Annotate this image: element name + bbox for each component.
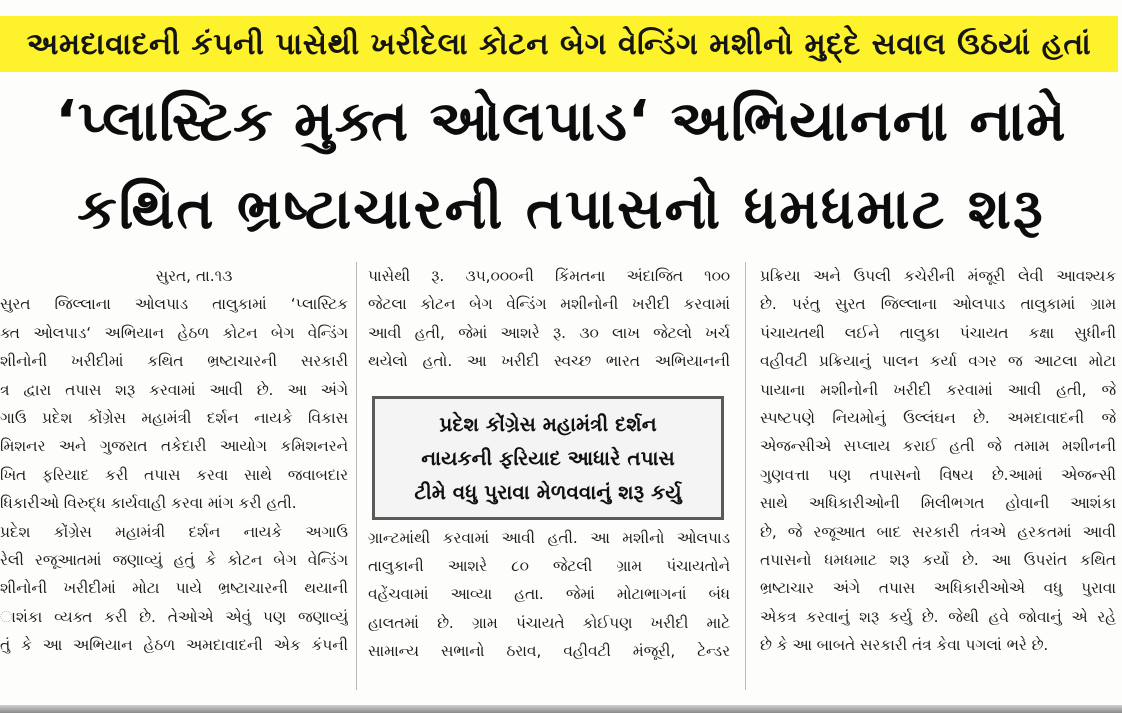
headline-line-1: ‘પ્લાસ્ટિક મુક્ત ઓલપાડ‘ અભિયાનના નામે <box>55 89 1067 154</box>
body-line: ક્ત ઓલપાડ‘ અભિયાન હેઠળ કોટન બેગ વેન્ડિંગ <box>0 323 348 342</box>
body-line: ગુણવત્તા પણ તપાસનો વિષય છે.આમાં એજન્સી <box>760 465 1116 484</box>
column-divider <box>356 262 357 690</box>
body-line: તાલુકાની આશરે ૮૦ જેટલી ગ્રામ પંચાયતોને <box>368 556 730 575</box>
body-line: છે કે આ બાબતે સરકારી તંત્ર કેવા પગલાં ભરે છે. <box>760 636 1049 655</box>
body-line: સામાન્ય સભાનો ઠરાવ, વહીવટી મંજૂરી, ટેન્ડર <box>368 642 730 661</box>
body-line: જેટલા કોટન બેગ વેન્ડિંગ મશીનોની ખરીદી કરવામાં <box>368 295 730 314</box>
kicker-banner: અમદાવાદની કંપની પાસેથી ખરીદેલા કોટન બેગ વેન્ડિંગ મશીનો મુદ્દે સવાલ ઉઠયાં હતાં <box>0 16 1118 72</box>
body-line: ખિત ફરિયાદ કરી તપાસ કરવા સાથે જવાબદાર <box>0 465 348 484</box>
pullquote-line: પ્રદેશ કોંગ્રેસ મહામંત્રી દર્શન <box>439 412 657 436</box>
body-line: ગ્રાન્ટમાંથી કરવામાં આવી હતી. આ મશીનો ઓલપાડ <box>368 528 730 547</box>
article-column-3 <box>760 262 1116 659</box>
dateline: સુરત, તા.૧૩ <box>155 267 233 285</box>
pullquote-line: ટીમે વધુ પુરાવા મેળવવાનું શરૂ કર્યુ <box>414 480 682 504</box>
body-line: આવી હતી, જેમાં આશરે રૂ. ૩૦ લાખ જેટલો ખર્ચ <box>368 323 730 342</box>
body-line: પંચાયતથી લઈને તાલુકા પંચાયત કક્ષા સુધીની <box>760 323 1116 342</box>
body-line: ધિકારીઓ વિરુદ્ધ કાર્યવાહી કરવા માંગ કરી હતી. <box>0 494 297 513</box>
body-line: હાલતમાં છે. ગ્રામ પંચાયતે કોઈપણ ખરીદી માટે <box>368 613 730 632</box>
body-line: રેલી રજૂઆતમાં જણાવ્યું હતું કે કોટન બેગ વેન્ડિંગ <box>0 550 348 569</box>
pullquote-box <box>372 396 724 520</box>
body-line: સ્પષ્ટપણે નિયમોનું ઉલ્લંઘન છે. અમદાવાદની જે <box>760 408 1116 427</box>
column-divider <box>745 262 746 690</box>
body-line: શીનોની ખરીદીમાં કથિત ભ્રષ્ટાચારની સરકારી <box>0 352 348 371</box>
body-line: પાયાના મશીનોની ખરીદી કરવામાં આવી હતી, જે <box>760 380 1116 399</box>
body-line: પ્રદેશ કોંગ્રેસ મહામંત્રી દર્શન નાયકે અગાઉ <box>0 522 348 541</box>
body-line: ત્ર દ્વારા તપાસ શરૂ કરવામાં આવી છે. આ અંગે <box>0 380 348 399</box>
body-line: શીનોની ખરીદીમાં મોટા પાયે ભ્રષ્ટાચારની થયાની <box>0 579 348 598</box>
body-line: સુરત જિલ્લાના ઓલપાડ તાલુકામાં ‘પ્લાસ્ટિક <box>0 295 348 314</box>
body-line: છે, જે રજૂઆત બાદ સરકારી તંત્રએ હરકતમાં આવી <box>760 522 1116 541</box>
body-line: પાસેથી રૂ. ૩૫,૦૦૦ની કિંમતના અંદાજિત ૧૦૦ <box>368 267 730 285</box>
headline-line-2: કથિત ભ્રષ્ટાચારની તપાસનો ધમધમાટ શરૂ <box>77 177 1045 242</box>
body-line: વહેંચવામાં આવ્યા હતા. જેમાં મોટાભાગનાં બંધ <box>368 585 730 604</box>
body-line: ાશંકા વ્યક્ત કરી છે. તેઓએ એવું પણ જણાવ્યું <box>0 607 348 626</box>
body-line: વહીવટી પ્રક્રિયાનું પાલન કર્યા વગર જ આટલા મોટા <box>760 352 1116 371</box>
body-line: ભ્રષ્ટાચાર અંગે તપાસ અધિકારીઓએ વધુ પુરાવા <box>760 579 1116 598</box>
body-line: થયેલો હતો. આ ખરીદી સ્વચ્છ ભારત અભિયાનની <box>368 352 730 371</box>
body-line: મિશનર અને ગુજરાત તકેદારી આયોગ કમિશનરને <box>0 437 348 456</box>
body-line: એજન્સીએ સપ્લાય કરાઈ હતી જે તમામ મશીનની <box>760 437 1116 456</box>
body-line: ગાઉ પ્રદેશ કોંગ્રેસ મહામંત્રી દર્શન નાયકે વિકાસ <box>0 408 348 427</box>
body-line: સાથે અધિકારીઓની મિલીભગત હોવાની આશંકા <box>760 494 1116 513</box>
body-line: તું કે આ અભિયાન હેઠળ અમદાવાદની એક કંપની <box>0 636 348 655</box>
body-line: પ્રક્રિયા અને ઉપલી કચેરીની મંજૂરી લેવી આવશ્યક <box>760 267 1116 285</box>
body-line: તપાસનો ધમધમાટ શરૂ કર્યો છે. આ ઉપરાંત કથિત <box>760 550 1116 569</box>
body-line: એકત્ર કરવાનું શરૂ કર્યુ છે. જેથી હવે જોવાનું એ રહે <box>760 607 1116 626</box>
article-column-1 <box>0 262 348 659</box>
pullquote-line: નાયકની ફરિયાદ આધારે તપાસ <box>421 446 675 470</box>
body-line: છે. પરંતુ સુરત જિલ્લાના ઓલપાડ તાલુકામાં ગ્રામ <box>760 295 1116 314</box>
bottom-rule <box>0 705 1122 713</box>
